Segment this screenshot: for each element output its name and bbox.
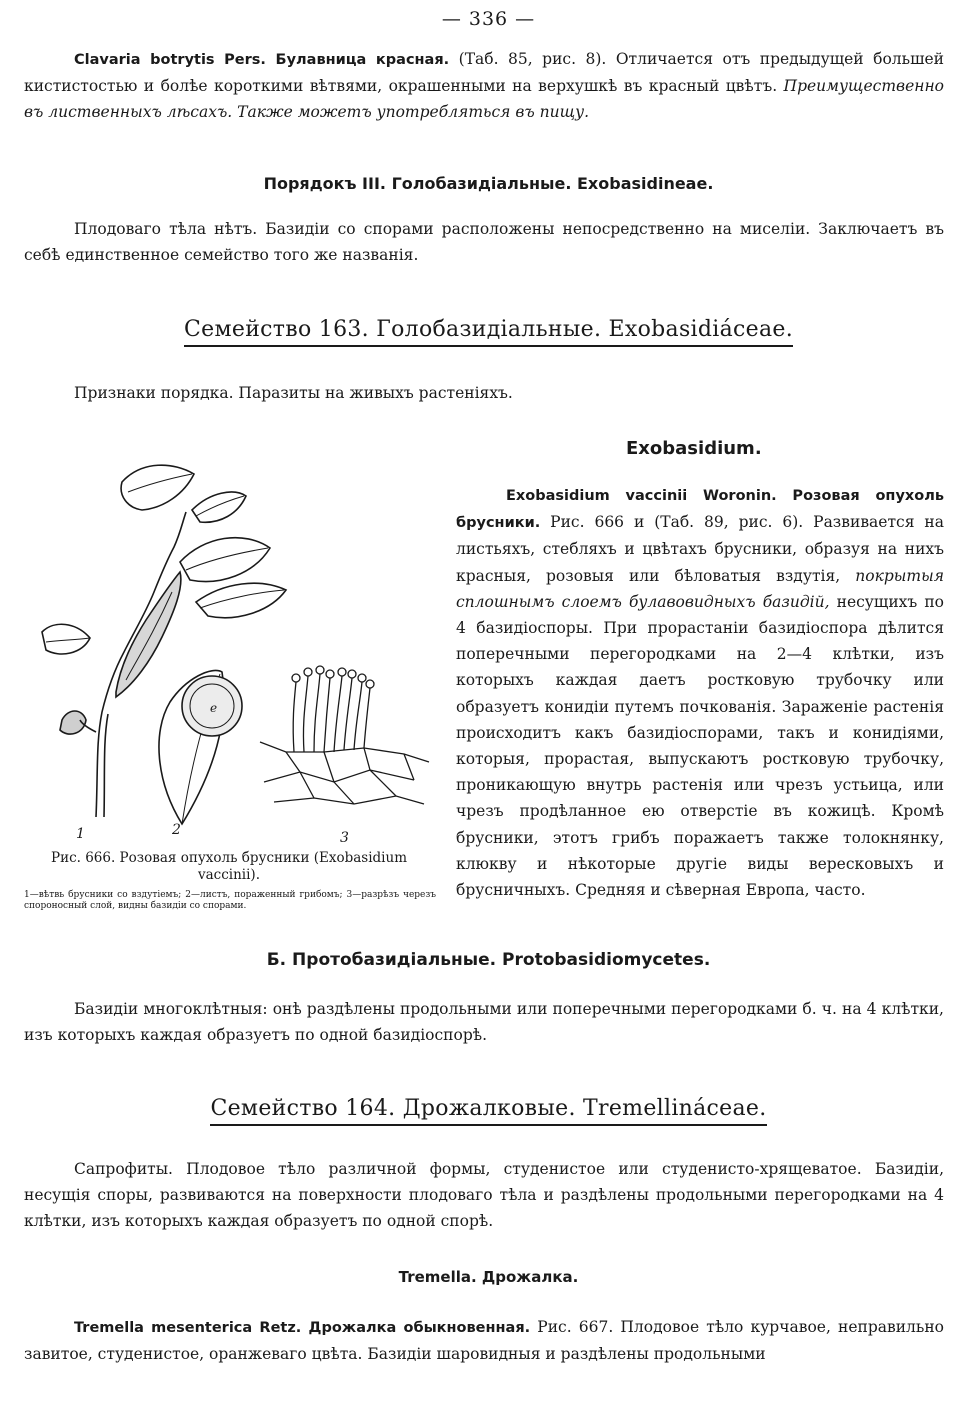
tremella-genus-heading: Tremella. Дрожалка. (398, 1268, 579, 1286)
clavaria-habitat: Преимущественно въ лиственныхъ лѣсахъ. Также можетъ употребляться въ пищу. (24, 77, 944, 121)
page-number: — 336 — (441, 8, 536, 30)
branch-with-swelling-drawing (42, 465, 286, 817)
tremella-paragraph (24, 1314, 944, 1367)
protobasidio-text: Базидіи многоклѣтныя: онѣ раздѣлены продольными или поперечными перегородками б. ч. на 4 клѣтки, изъ которыхъ каждая образуетъ по одной базидіоспорѣ. (24, 1000, 944, 1044)
family-164-text: Сапрофиты. Плодовое тѣло различной формы, студенистое или студенисто-хрящеватое. Базидіи, несущія споры, развиваются на поверхности плодоваго тѣла и раздѣлены продольными перегородками на 4 клѣтки, изъ которыхъ каждая образуетъ по одной спорѣ. (24, 1160, 944, 1230)
exobasidium-text-italic: покрытыя сплошнымъ слоемъ булавовидныхъ базидій, (456, 566, 944, 611)
figure-label-1: 1 (76, 826, 85, 842)
clavaria-text: (Таб. 85, рис. 8). Отличается отъ предыдущей большей кистистостью и болѣе короткими вѣтвями, окрашенными на верхушкѣ въ красный цвѣтъ. (24, 50, 944, 95)
exobasidium-description (456, 482, 944, 903)
figure-label-2: 2 (172, 822, 181, 838)
exobasidium-text-1: Рис. 666 и (Таб. 89, рис. 6). Развивается на листьяхъ, стебляхъ и цвѣтахъ брусники, образуя на нихъ красныя, розовыя или бѣловатыя вздутія, (456, 513, 944, 585)
tremella-species-name: Tremella mesenterica Retz. Дрожалка обыкновенная. (74, 1320, 531, 1336)
clavaria-species-name: Clavaria botrytis Pers. Булавница красная. (74, 52, 450, 68)
family-164-title: Семейство 164. Дрожалковые. Tremellináceae. (210, 1096, 766, 1126)
family-163-heading (0, 317, 977, 342)
family-163-title: Семейство 163. Голобазидіальные. Exobasidiáceae. (184, 317, 793, 347)
exobasidium-text-2: несущихъ по 4 базидіоспоры. При прорастаніи базидіоспора дѣлится поперечными перегородками на 2—4 клѣтки, изъ которыхъ каждая даетъ ростковую трубочку или образуетъ конидіи путемъ почкованія. Зараженіе растенія происходитъ какъ базидіоспорами, такъ и конидіями, которыя, прорастая, выпускаютъ ростковую трубочку, проникающую внутрь растенія или чрезъ устьица, или чрезъ продѣланное ею отверстіе въ кожицѣ. Кромѣ брусники, этотъ грибъ поражаетъ также толокнянку, клюкву и нѣкоторые другіе виды вересковыхъ и брусничныхъ. Средняя и сѣверная Европа, часто. (456, 592, 945, 900)
tremella-text: Рис. 667. Плодовое тѣло курчавое, неправильно завитое, студенистое, оранжеваго цвѣта. Базидіи шаровидныя и раздѣлены продольными (24, 1318, 944, 1363)
family-164-heading (0, 1096, 977, 1121)
order-iii-text: Плодоваго тѣла нѣтъ. Базидіи со спорами расположены непосредственно на миceліи. Заключаетъ въ себѣ единственное семейство того же названія. (24, 220, 944, 264)
figure-666-legend: 1—вѣтвь брусники со вздутіемъ; 2—листъ, пораженный грибомъ; 3—разрѣзъ черезъ спороносный слой, видны базидіи со спорами. (24, 890, 436, 911)
order-iii-heading: Порядокъ III. Голобазидіальные. Exobasidineae. (263, 174, 714, 193)
figure-666-caption: Рис. 666. Розовая опухоль брусники (Exobasidium vaccinii). (50, 850, 407, 883)
clavaria-paragraph (24, 46, 944, 125)
figure-leaf-mark: e (210, 701, 218, 715)
figure-label-3: 3 (340, 830, 349, 842)
figure-666-illustration (24, 452, 434, 842)
infected-leaf-drawing (159, 670, 242, 824)
protobasidio-heading: Б. Протобазидіальные. Protobasidiomycetes. (266, 950, 711, 970)
exobasidium-species-name: Exobasidium vaccinii Woronin. Розовая опухоль брусники. (456, 488, 944, 532)
exobasidium-genus-heading: Exobasidium. (626, 438, 762, 459)
family-163-text: Признаки порядка. Паразиты на живыхъ растеніяхъ. (74, 384, 513, 402)
spore-layer-section-drawing (260, 666, 429, 804)
